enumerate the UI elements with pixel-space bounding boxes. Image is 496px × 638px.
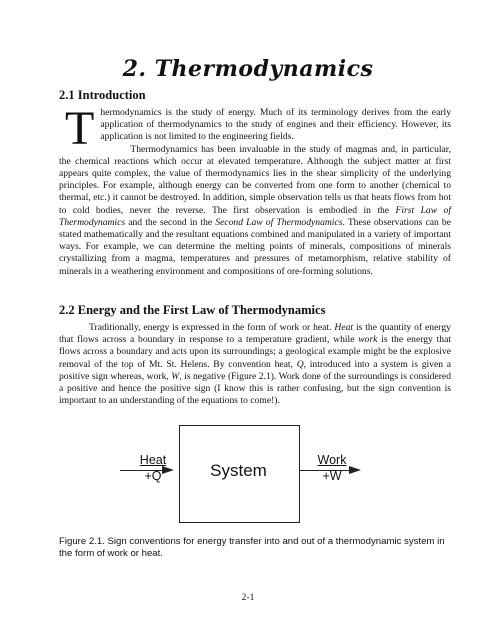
page-number: 2-1 [241, 593, 255, 603]
heat-arrow-line [120, 470, 162, 471]
work-label: Work [317, 453, 347, 467]
heat-label: Heat [139, 453, 167, 467]
system-label: System [210, 461, 267, 480]
section-heading-introduction: 2.1 Introduction [59, 88, 146, 102]
heat-arrow-head [162, 466, 174, 474]
drop-cap: T [65, 102, 95, 155]
heat-sign: +Q [144, 469, 162, 483]
energy-paragraph: Traditionally, energy is expressed in the form of work or heat. Heat is the quantity of energy that flows across a boundary in response to a temperature gradient, while work is the energy that flows across a boundary and acts upon its surroundings; a geological example might be the explosive removal of the top of Mt. St. Helens. By convention heat, Q, introduced into a system is given a positive sign whereas, work, W, is negative (Figure 2.1). Work done of the surroundings is considered a positive and hence the positive sign (I know this is rather confusing, but the sign convention is important to an understanding of the equations to come!). [59, 322, 451, 407]
energy-flow-diagram [0, 425, 496, 525]
first-law-term: First Law of Thermodynamics [59, 204, 452, 228]
chapter-title: 2. Thermodynamics [122, 56, 374, 82]
intro-text-1: hermodynamics is the study of energy. Much of its terminology derives from the early application of thermodynamics to the study of engines and their efficiency. However, its application is not limited to the engineering fields. [100, 107, 451, 143]
figure-caption: Figure 2.1. Sign conventions for energy transfer into and out of a thermodynamic system in the form of work or heat. [59, 536, 445, 560]
section-heading-energy: 2.2 Energy and the First Law of Thermodynamics [59, 303, 326, 317]
intro-text-2: Thermodynamics has been invaluable in the study of magmas and, in particular, the chemical reactions which occur at elevated temperature. Although the subject matter at first appears quite complex, the value of thermodynamics lies in the shear simplicity of the underlying principles. For example, although energy can be converted from one form to another (chemical to thermal, etc.) it cannot be destroyed. In addition, simple observation tells us that heats flows from hot to cold bodies, never the reverse. The first observation is embodied in the First Law of Thermodynamics and the second in the Second Law of Thermodynamics. These observations can be stated mathematically and the resultant equations combined and manipulated in a variety of important ways. For example, we can determine the melting points of minerals, compositions of minerals crystallizing from a magma, temperatures and pressures of metamorphism, relative stability of minerals in a weathering environment and compositions of ore-forming solutions. [59, 143, 452, 277]
work-arrow-head [349, 466, 361, 474]
work-sign: +W [322, 469, 342, 483]
second-law-term: Second Law of Thermodynamics [215, 216, 343, 228]
introduction-paragraph [59, 102, 452, 278]
